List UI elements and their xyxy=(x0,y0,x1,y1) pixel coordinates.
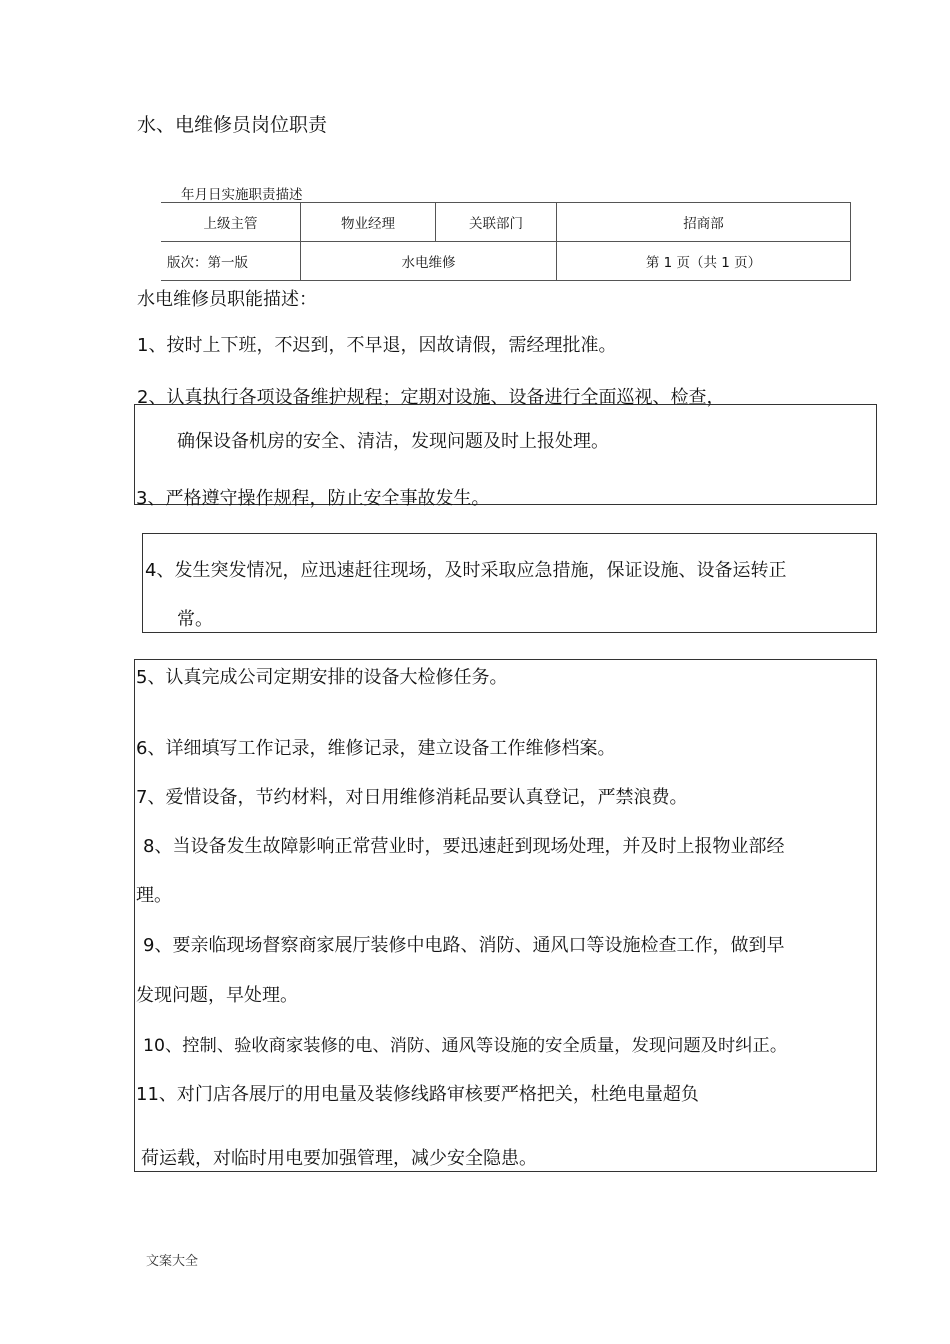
duty-4-line-1: 4、发生突发情况，应迅速赶往现场，及时采取应急措施，保证设施、设备运转正 xyxy=(145,560,787,581)
duty-2-line-2: 确保设备机房的安全、清洁，发现问题及时上报处理。 xyxy=(177,431,609,452)
info-row-2 xyxy=(161,242,851,281)
related-dept-label: 关联部门 xyxy=(436,203,557,242)
duty-4-line-2: 常。 xyxy=(177,609,213,630)
duty-11-line-1: 11、对门店各展厅的用电量及装修线路审核要严格把关，杜绝电量超负 xyxy=(136,1084,699,1105)
duty-2-line-1: 2、认真执行各项设备维护规程；定期对设施、设备进行全面巡视、检查， xyxy=(137,387,725,408)
duty-box-2 xyxy=(142,533,877,633)
page-number-cell: 第 1 页（共 1 页） xyxy=(557,242,851,281)
supervisor-label: 上级主管 xyxy=(161,203,301,242)
page-title: 水、电维修员岗位职责 xyxy=(137,114,328,136)
duty-5: 5、认真完成公司定期安排的设备大检修任务。 xyxy=(136,667,508,688)
position-cell: 水电维修 xyxy=(301,242,557,281)
duty-10: 10、控制、验收商家装修的电、消防、通风等设施的安全质量，发现问题及时纠正。 xyxy=(143,1036,788,1056)
footer-text: 文案大全 xyxy=(146,1254,199,1269)
info-row-1 xyxy=(161,203,851,242)
version-cell: 版次：第一版 xyxy=(161,242,301,281)
supervisor-value: 物业经理 xyxy=(301,203,436,242)
info-table xyxy=(161,202,851,281)
section-heading: 水电维修员职能描述： xyxy=(137,289,317,310)
duty-3: 3、严格遵守操作规程，防止安全事故发生。 xyxy=(136,488,490,509)
duty-8-line-1: 8、当设备发生故障影响正常营业时，要迅速赶到现场处理，并及时上报物业部经 xyxy=(143,836,785,857)
duty-8-line-2: 理。 xyxy=(136,885,172,906)
related-dept-value: 招商部 xyxy=(557,203,851,242)
duty-9-line-2: 发现问题，早处理。 xyxy=(136,985,298,1006)
duty-1: 1、按时上下班，不迟到，不早退，因故请假，需经理批准。 xyxy=(137,335,617,356)
implementation-subhead: 年月日实施职责描述 xyxy=(181,187,303,203)
duty-7: 7、爱惜设备，节约材料，对日用维修消耗品要认真登记，严禁浪费。 xyxy=(136,787,688,808)
duty-6: 6、详细填写工作记录，维修记录，建立设备工作维修档案。 xyxy=(136,738,616,759)
duty-9-line-1: 9、要亲临现场督察商家展厅装修中电路、消防、通风口等设施检查工作，做到早 xyxy=(143,935,785,956)
duty-11-line-2: 荷运载，对临时用电要加强管理，减少安全隐患。 xyxy=(141,1148,537,1169)
